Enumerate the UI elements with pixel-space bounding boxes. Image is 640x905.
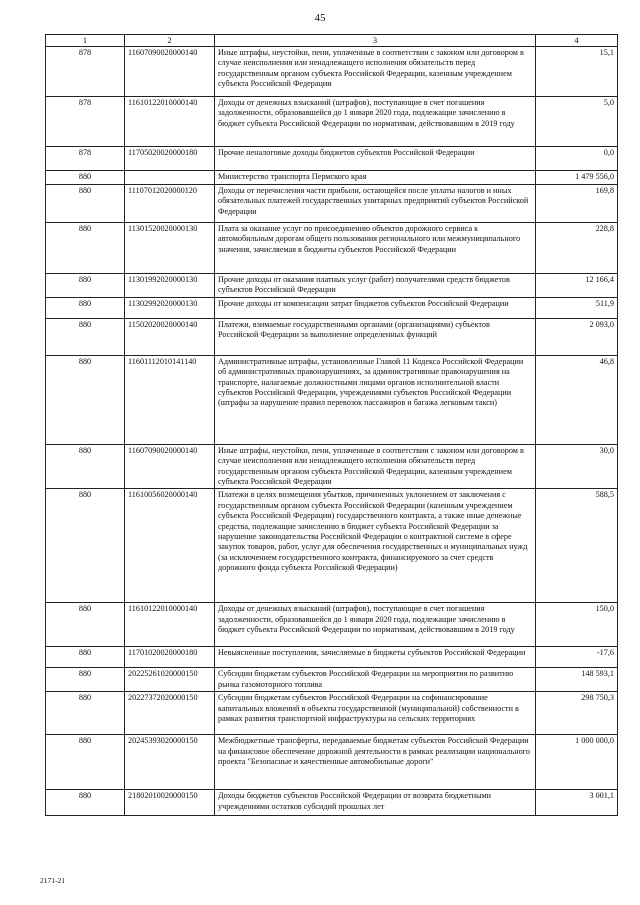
table-row (46, 185, 618, 223)
revenue-name-cell: Доходы бюджетов субъектов Российской Федерации от возврата бюджетными учреждениями остатков субсидий прошлых лет (215, 790, 536, 816)
amount-cell: 588,5 (536, 489, 618, 603)
admin-code-cell: 878 (46, 97, 125, 147)
column-header-code: 2 (125, 35, 215, 47)
admin-code-cell: 880 (46, 274, 125, 298)
budget-code-cell: 11607090020000140 (125, 47, 215, 97)
revenue-name-cell: Прочие доходы от компенсации затрат бюджетов субъектов Российской Федерации (215, 297, 536, 318)
revenue-table (45, 34, 618, 816)
amount-cell: 12 166,4 (536, 274, 618, 298)
revenue-name-cell: Иные штрафы, неустойки, пени, уплаченные в соответствии с законом или договором в случае неисполнения или ненадлежащего исполнения обязательств перед государственным органом субъекта Российской Федерации, казенным учреждением субъекта Российской Федерации (215, 444, 536, 489)
admin-code-cell: 880 (46, 790, 125, 816)
amount-cell: 150,0 (536, 603, 618, 647)
table-row (46, 603, 618, 647)
amount-cell: 1 479 556,0 (536, 171, 618, 185)
budget-code-cell: 20227372020000150 (125, 692, 215, 735)
table-body (46, 47, 618, 816)
budget-code-cell: 20225261020000150 (125, 668, 215, 692)
amount-cell: -17,6 (536, 647, 618, 668)
amount-cell: 228,8 (536, 223, 618, 274)
admin-code-cell: 880 (46, 318, 125, 355)
revenue-name-cell: Доходы от перечисления части прибыли, остающейся после уплаты налогов и иных обязательных платежей государственных унитарных предприятий субъектов Российской Федерации (215, 185, 536, 223)
admin-code-cell: 880 (46, 692, 125, 735)
revenue-name-cell: Платежи в целях возмещения убытков, причиненных уклонением от заключения с государственным органом субъекта Российской Федерации (казенным учреждением субъекта Российской Федерации) государственного контракта, а также иные денежные средства, подлежащие зачислению в бюджет субъекта Российской Федерации за нарушение законодательства Российской Федерации о контрактной системе в сфере закупок товаров, работ, услуг для обеспечения государственных и муниципальных нужд (за исключением государственного контракта, финансируемого за счет средств дорожного фонда субъекта Российской Федерации) (215, 489, 536, 603)
table-row (46, 444, 618, 489)
amount-cell: 3 001,1 (536, 790, 618, 816)
column-header-amount: 4 (536, 35, 618, 47)
revenue-name-cell: Межбюджетные трансферты, передаваемые бюджетам субъектов Российской Федерации на финансовое обеспечение дорожной деятельности в рамках реализации национального проекта "Безопасные и качественные автомобильные дороги" (215, 735, 536, 790)
table-row (46, 647, 618, 668)
table-row (46, 147, 618, 171)
budget-code-cell: 11705020020000180 (125, 147, 215, 171)
admin-code-cell: 880 (46, 444, 125, 489)
revenue-name-cell: Доходы от денежных взысканий (штрафов), поступающие в счет погашения задолженности, образовавшейся до 1 января 2020 года, подлежащие зачислению в бюджет субъекта Российской Федерации по нормативам, действовавшим в 2019 году (215, 603, 536, 647)
table-row (46, 97, 618, 147)
admin-code-cell: 880 (46, 489, 125, 603)
admin-code-cell: 880 (46, 223, 125, 274)
budget-code-cell: 11502020020000140 (125, 318, 215, 355)
amount-cell: 148 593,1 (536, 668, 618, 692)
table-row (46, 47, 618, 97)
budget-code-cell (125, 171, 215, 185)
table-row (46, 297, 618, 318)
admin-code-cell: 878 (46, 147, 125, 171)
revenue-name-cell: Субсидии бюджетам субъектов Российской Федерации на софинансирование капитальных вложений в объекты государственной (муниципальной) собственности в рамках развития транспортной инфраструктуры на сельских территориях (215, 692, 536, 735)
table-row (46, 668, 618, 692)
admin-code-cell: 878 (46, 47, 125, 97)
amount-cell: 0,0 (536, 147, 618, 171)
revenue-name-cell: Прочие доходы от оказания платных услуг (работ) получателями средств бюджетов субъектов Российской Федерации (215, 274, 536, 298)
column-header-admin: 1 (46, 35, 125, 47)
revenue-name-cell: Прочие неналоговые доходы бюджетов субъектов Российской Федерации (215, 147, 536, 171)
revenue-name-cell: Невыясненные поступления, зачисляемые в бюджеты субъектов Российской Федерации (215, 647, 536, 668)
admin-code-cell: 880 (46, 647, 125, 668)
amount-cell: 511,9 (536, 297, 618, 318)
admin-code-cell: 880 (46, 735, 125, 790)
budget-code-cell: 11607090020000140 (125, 444, 215, 489)
table-row (46, 171, 618, 185)
amount-cell: 1 000 000,0 (536, 735, 618, 790)
admin-code-cell: 880 (46, 668, 125, 692)
amount-cell: 15,1 (536, 47, 618, 97)
revenue-name-cell: Платежи, взимаемые государственными органами (организациями) субъектов Российской Федерации за выполнение определенных функций (215, 318, 536, 355)
budget-code-cell: 20245393020000150 (125, 735, 215, 790)
budget-code-cell: 11601112010141140 (125, 355, 215, 444)
revenue-name-cell: Доходы от денежных взысканий (штрафов), поступающие в счет погашения задолженности, образовавшейся до 1 января 2020 года, подлежащие зачислению в бюджет субъекта Российской Федерации по нормативам, действовавшим в 2019 году (215, 97, 536, 147)
budget-code-cell: 11610122010000140 (125, 603, 215, 647)
table-row (46, 223, 618, 274)
revenue-name-cell: Плата за оказание услуг по присоединению объектов дорожного сервиса к автомобильным дорогам общего пользования регионального или межмуниципального значения, зачисляемая в бюджеты субъектов Российской Федерации (215, 223, 536, 274)
budget-code-cell: 11107012020000120 (125, 185, 215, 223)
budget-code-cell: 11301520020000130 (125, 223, 215, 274)
amount-cell: 30,0 (536, 444, 618, 489)
column-header-name: 3 (215, 35, 536, 47)
budget-code-cell: 11610122010000140 (125, 97, 215, 147)
budget-code-cell: 11610056020000140 (125, 489, 215, 603)
budget-code-cell: 11302992020000130 (125, 297, 215, 318)
table-row (46, 735, 618, 790)
revenue-name-cell: Иные штрафы, неустойки, пени, уплаченные в соответствии с законом или договором в случае неисполнения или ненадлежащего исполнения обязательств перед государственным органом субъекта Российской Федерации, казенным учреждением субъекта Российской Федерации (215, 47, 536, 97)
table-row (46, 692, 618, 735)
amount-cell: 2 093,0 (536, 318, 618, 355)
page-number: 45 (314, 12, 326, 24)
admin-code-cell: 880 (46, 297, 125, 318)
budget-code-cell: 11301992020000130 (125, 274, 215, 298)
table-row (46, 274, 618, 298)
amount-cell: 298 750,3 (536, 692, 618, 735)
amount-cell: 46,8 (536, 355, 618, 444)
table-header-row (46, 35, 618, 47)
table-row (46, 318, 618, 355)
budget-code-cell: 21802010020000150 (125, 790, 215, 816)
revenue-name-cell: Министерство транспорта Пермского края (215, 171, 536, 185)
document-code: 2171-21 (40, 876, 65, 885)
admin-code-cell: 880 (46, 171, 125, 185)
table-row (46, 355, 618, 444)
admin-code-cell: 880 (46, 603, 125, 647)
admin-code-cell: 880 (46, 355, 125, 444)
amount-cell: 169,8 (536, 185, 618, 223)
admin-code-cell: 880 (46, 185, 125, 223)
revenue-name-cell: Административные штрафы, установленные Главой 11 Кодекса Российской Федерации об административных правонарушениях, за административные правонарушения на транспорте, налагаемые должностными лицами органов исполнительной власти субъектов Российской Федерации, учреждениями субъектов Российской Федерации (штрафы за нарушение правил перевозок пассажиров и багажа легковым такси) (215, 355, 536, 444)
budget-code-cell: 11701020020000180 (125, 647, 215, 668)
table-row (46, 790, 618, 816)
revenue-name-cell: Субсидии бюджетам субъектов Российской Федерации на мероприятия по развитию рынка газомоторного топлива (215, 668, 536, 692)
amount-cell: 5,0 (536, 97, 618, 147)
table-row (46, 489, 618, 603)
